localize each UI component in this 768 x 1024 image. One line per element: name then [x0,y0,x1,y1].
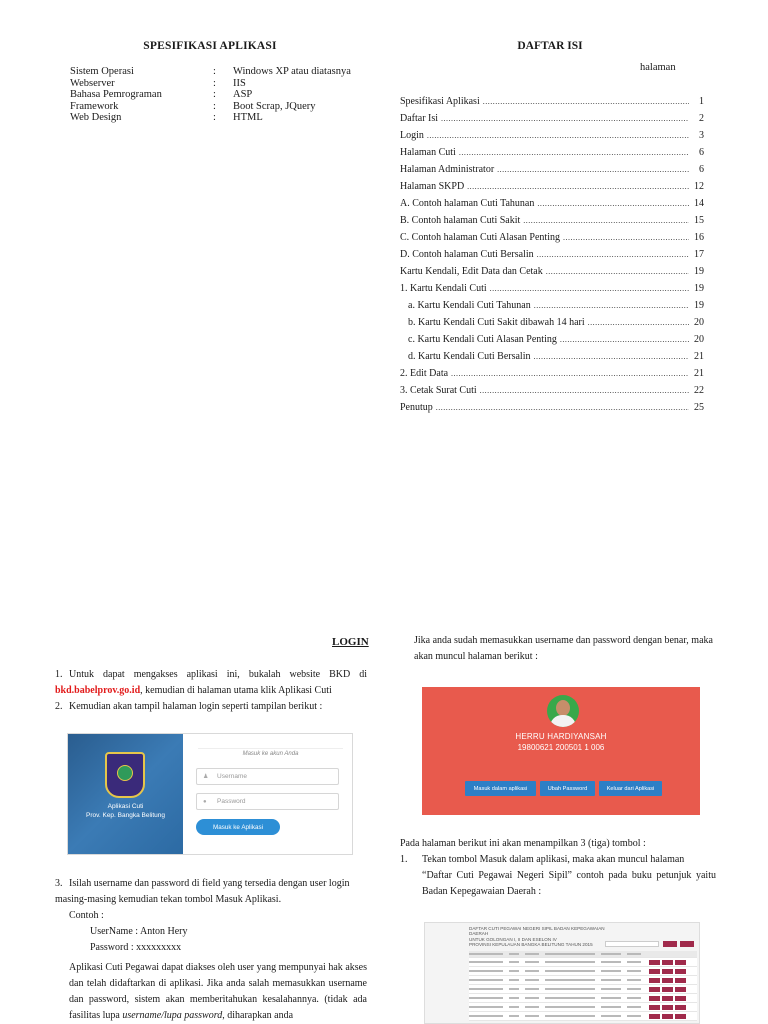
note-text: Aplikasi Cuti Pegawai dapat diakses oleh user yang mempunyai hak akses dan telah didaftarkan di aplikasi. Jika anda salah memasukkan username dan password, sistem akan memberitahukan kesalahannya. (tidak ada fasilitas lupa [69,962,367,1021]
table-cell [525,988,539,990]
row-action-button[interactable] [649,978,660,983]
table-cell [601,988,621,990]
row-action-button[interactable] [675,969,686,974]
step-number: 3. [55,878,63,889]
login-step-1 [55,667,367,699]
toc-entry-page: 1 [699,96,704,107]
toc-entry-label: a. Kartu Kendali Cuti Tahunan [408,300,531,311]
toc-entry-label: 2. Edit Data [400,368,449,379]
search-button[interactable] [663,941,677,947]
toc-entry-label: Halaman Administrator [400,164,495,175]
spec-value: IIS [233,77,246,89]
toc-entry[interactable] [400,181,704,198]
spec-row [70,89,370,101]
toc-leader-dots [546,267,689,276]
toc-entry-label: Kartu Kendali, Edit Data dan Cetak [400,266,543,277]
profile-name: HERRU HARDIYANSAH [515,732,607,741]
table-cell [525,1015,539,1017]
toc-entry[interactable] [400,113,704,130]
step-text: Isilah username dan password di field yang tersedia dengan user login masing-masing kemudian tekan tombol Masuk Aplikasi. [55,878,350,905]
table-cell [509,953,519,955]
toc-entry[interactable] [400,334,704,351]
table-cell [627,953,641,955]
table-cell [525,970,539,972]
step-number: 1. [55,669,63,680]
table-cell [525,979,539,981]
password-input[interactable] [196,793,339,810]
profile-nip: 19800621 200501 1 006 [517,743,605,752]
table-cell [469,1015,503,1017]
spec-sep: : [213,112,216,123]
table-cell [469,979,503,981]
toc-entry[interactable] [400,198,704,215]
toc-leader-dots [588,318,689,327]
toc-leader-dots [467,182,689,191]
table-cell [545,1015,595,1017]
row-action-button[interactable] [649,1005,660,1010]
row-action-button[interactable] [649,996,660,1001]
spec-key: Framework [70,100,119,112]
row-action-button[interactable] [675,978,686,983]
toc-entry-page: 17 [694,249,704,260]
enter-app-button[interactable]: Masuk dalam aplikasi [465,781,536,796]
table-cell [545,1006,595,1008]
toc-entry-label: C. Contoh halaman Cuti Alasan Penting [400,232,560,243]
item-text: Tekan tombol Masuk dalam aplikasi, maka akan muncul halaman [422,854,685,865]
table-header-row [469,951,697,958]
note-text: , diharapkan anda [222,1010,294,1021]
table-cell [509,961,519,963]
user-icon: ♟ [203,774,209,780]
table-cell [545,979,595,981]
toc-entry-page: 16 [694,232,704,243]
after-login-intro: Jika anda sudah memasukkan username dan password dengan benar, maka akan muncul halaman berikut : [414,635,713,662]
table-cell [545,961,595,963]
username-placeholder: Username [217,773,247,780]
table-row [469,958,697,967]
toc-leader-dots [534,301,689,310]
login-step-3 [55,876,367,908]
toc-entry-page: 3 [699,130,704,141]
toc-entry-page: 19 [694,266,704,277]
toc-leader-dots [427,131,689,140]
toc-entry[interactable] [400,96,704,113]
table-cell [509,997,519,999]
toc-entry[interactable] [400,266,704,283]
toc-entry-page: 19 [694,283,704,294]
spec-row [70,112,370,124]
note-italic: username/lupa password [122,1010,223,1021]
header-line: PROVINSI KEPULAUAN BANGKA BELITUNG TAHUN 2015 [469,942,593,948]
spec-key: Webserver [70,77,115,89]
password-placeholder: Password [217,798,246,805]
row-action-button[interactable] [662,969,673,974]
table-cell [601,953,621,955]
row-action-button[interactable] [662,996,673,1001]
row-action-button[interactable] [662,1014,673,1019]
toc-entry-page: 6 [699,164,704,175]
table-cell [469,953,503,955]
avatar-face [556,700,570,716]
toc-title: DAFTAR ISI [517,40,583,52]
spec-key: Bahasa Pemrograman [70,89,162,100]
header-line: DAFTAR CUTI PEGAWAI NEGERI SIPIL BADAN KEPEGAWAIAN [469,926,605,931]
avatar [547,695,579,727]
toc-entry-label: b. Kartu Kendali Cuti Sakit dibawah 14 hari [408,317,585,328]
example-username: UserName : Anton Hery [90,926,188,937]
row-action-button[interactable] [675,960,686,965]
row-action-button[interactable] [649,969,660,974]
toc-leader-dots [441,114,689,123]
toc-entry[interactable] [400,215,704,232]
toc-entry-label: 3. Cetak Surat Cuti [400,385,477,396]
province-emblem-icon [105,752,145,798]
row-action-button[interactable] [662,960,673,965]
table-cell [601,997,621,999]
toc-entry-label: B. Contoh halaman Cuti Sakit [400,215,521,226]
table-row [469,985,697,994]
toc-entry-page: 14 [694,198,704,209]
toc-leader-dots [537,199,689,208]
toc-leader-dots [451,369,689,378]
toc-entry[interactable] [400,249,704,266]
toc-entry-page: 25 [694,402,704,413]
spec-value: Windows XP atau diatasnya [233,66,351,77]
table-cell [627,1006,641,1008]
spec-sep: : [213,77,216,89]
login-brand-panel [68,734,183,855]
toc-leader-dots [560,335,689,344]
row-action-button[interactable] [662,978,673,983]
toc-entry[interactable] [400,317,704,334]
toc-leader-dots [459,148,689,157]
item-number: 1. [400,854,408,865]
row-action-button[interactable] [649,960,660,965]
table-cell [469,970,503,972]
toc-entry[interactable] [400,402,704,419]
step-text: , kemudian di halaman utama klik Aplikasi Cuti [140,685,332,696]
row-action-button[interactable] [675,996,686,1001]
toc-entry-page: 21 [694,368,704,379]
toc-entry[interactable] [400,232,704,249]
toc-entry-label: Halaman Cuti [400,147,456,158]
table-cell [601,1006,621,1008]
table-cell [627,997,641,999]
table-cell [525,961,539,963]
table-cell [601,979,621,981]
table-cell [469,961,503,963]
toc-entry-page: 12 [694,181,704,192]
toc-entry-label: Daftar Isi [400,113,439,124]
logout-button[interactable]: Keluar dari Aplikasi [599,781,662,796]
table-cell [601,970,621,972]
toc-page-header: halaman [640,62,676,73]
spec-title: SPESIFIKASI APLIKASI [143,40,277,52]
app-name: Aplikasi Cuti [107,803,144,810]
row-action-button[interactable] [675,1005,686,1010]
table-cell [509,988,519,990]
toc-entry[interactable] [400,130,704,147]
toc-entry-page: 22 [694,385,704,396]
table-row [469,967,697,976]
bkd-website-link[interactable]: bkd.babelprov.go.id [55,685,141,696]
username-input[interactable] [196,768,339,785]
table-cell [525,953,539,955]
table-cell [627,970,641,972]
toc-leader-dots [563,233,689,242]
step-text: Untuk dapat mengakses aplikasi ini, bukalah website BKD di [69,669,367,680]
table-cell [469,1006,503,1008]
table-cell [509,970,519,972]
example-password: Password : xxxxxxxxx [90,942,182,953]
toc-entry-label: A. Contoh halaman Cuti Tahunan [400,198,535,209]
toc-entry-page: 21 [694,351,704,362]
row-action-button[interactable] [649,1014,660,1019]
table-cell [545,970,595,972]
leave-list-screenshot [424,922,700,1024]
login-screenshot [67,733,353,855]
toc-entry-label: Halaman SKPD [400,181,465,192]
row-action-button[interactable] [649,987,660,992]
spec-sep: : [213,100,216,112]
toc-entry-label: c. Kartu Kendali Cuti Alasan Penting [408,334,557,345]
table-cell [469,988,503,990]
toc-leader-dots [537,250,689,259]
toc-entry-page: 6 [699,147,704,158]
login-heading: LOGIN [332,636,369,648]
buttons-intro: Pada halaman berikut ini akan menampilkan 3 (tiga) tombol : [400,838,646,849]
spec-row [70,66,370,78]
toc-entry-label: Spesifikasi Aplikasi [400,96,480,107]
spec-value: HTML [233,112,263,123]
toc-entry[interactable] [400,164,704,181]
table-of-contents [400,96,704,419]
toc-entry[interactable] [400,147,704,164]
toc-leader-dots [436,403,689,412]
login-access-note [69,960,367,1024]
lock-icon: ● [203,798,207,805]
leave-table [469,951,697,1021]
toc-leader-dots [480,386,689,395]
table-row [469,1003,697,1012]
leave-list-header [469,926,619,948]
avatar-body [550,715,576,727]
table-cell [509,1015,519,1017]
toc-leader-dots [523,216,689,225]
item-text-cont: “Daftar Cuti Pegawai Negeri Sipil” contoh pada buku petunjuk yaitu Badan Kepegawaian Daerah : [422,870,716,897]
row-action-button[interactable] [662,1005,673,1010]
table-cell [525,997,539,999]
toc-entry-page: 20 [694,334,704,345]
spec-value: ASP [233,89,253,100]
example-label: Contoh : [69,910,104,921]
header-line: DAERAH [469,931,489,937]
table-cell [627,1015,641,1017]
table-cell [469,997,503,999]
table-cell [627,988,641,990]
login-app-title [68,802,183,820]
table-cell [545,997,595,999]
table-cell [509,1006,519,1008]
login-step-2 [55,699,367,715]
spec-row [70,101,370,113]
toc-entry-page: 2 [699,113,704,124]
app-org: Prov. Kep. Bangka Belitung [85,812,165,819]
toc-entry[interactable] [400,368,704,385]
table-row [469,976,697,985]
toc-leader-dots [490,284,689,293]
step-text: Kemudian akan tampil halaman login seperti tampilan berikut : [69,701,323,712]
add-button[interactable] [680,941,694,947]
login-submit-button[interactable]: Masuk ke Aplikasi [196,819,280,835]
toc-leader-dots [483,97,689,106]
toc-entry-label: Penutup [400,402,433,413]
login-form-title: Masuk ke akun Anda [198,748,343,757]
table-cell [509,979,519,981]
toc-entry[interactable] [400,351,704,368]
toc-leader-dots [533,352,689,361]
table-row [469,994,697,1003]
toc-entry-page: 15 [694,215,704,226]
emblem-center [117,765,133,781]
table-cell [601,1015,621,1017]
button-item-1 [400,852,716,900]
toc-entry[interactable] [400,300,704,317]
change-password-button[interactable]: Ubah Password [540,781,595,796]
toc-entry[interactable] [400,385,704,402]
table-row [469,1012,697,1021]
step-number: 2. [55,701,63,712]
spec-sep: : [213,66,216,77]
row-action-button[interactable] [662,987,673,992]
table-cell [545,988,595,990]
spec-row [70,78,370,90]
spec-value: Boot Scrap, JQuery [233,100,316,112]
row-action-button[interactable] [675,987,686,992]
table-cell [525,1006,539,1008]
table-cell [601,961,621,963]
header-line: UNTUK GOLONGAN I, II DAN ESELON IV [469,936,557,942]
toc-entry-label: 1. Kartu Kendali Cuti [400,283,487,294]
toc-entry-label: D. Contoh halaman Cuti Bersalin [400,249,534,260]
spec-table [70,66,370,124]
toc-entry[interactable] [400,283,704,300]
toc-leader-dots [497,165,689,174]
table-cell [545,953,595,955]
toc-entry-page: 19 [694,300,704,311]
table-cell [627,961,641,963]
toc-entry-page: 20 [694,317,704,328]
table-cell [627,979,641,981]
toc-entry-label: d. Kartu Kendali Cuti Bersalin [408,351,531,362]
spec-sep: : [213,89,216,100]
row-action-button[interactable] [675,1014,686,1019]
spec-key: Sistem Operasi [70,66,134,77]
spec-key: Web Design [70,112,122,123]
toc-entry-label: Login [400,130,424,141]
search-input[interactable] [605,941,659,947]
profile-screenshot [422,687,700,815]
